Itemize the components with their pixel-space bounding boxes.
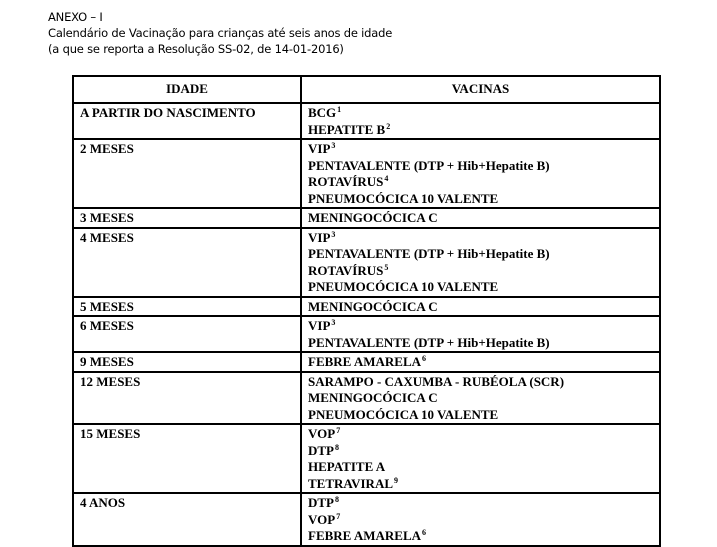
vaccine-entry xyxy=(308,210,653,227)
vaccines-cell xyxy=(301,372,660,425)
vaccine-name: TETRAVIRAL xyxy=(308,475,394,491)
vaccine-name: PNEUMOCÓCICA 10 VALENTE xyxy=(308,279,499,294)
vaccine-entry xyxy=(308,459,653,476)
vaccine-entry xyxy=(308,426,653,443)
vaccine-entry xyxy=(308,230,653,247)
table-row xyxy=(73,228,660,297)
vaccines-cell xyxy=(301,493,660,546)
vaccine-entry xyxy=(308,354,653,371)
vaccine-name: VIP xyxy=(308,318,331,333)
footnote-marker: 9 xyxy=(394,475,399,485)
vaccine-entry xyxy=(308,318,653,335)
footnote-marker: 8 xyxy=(335,495,339,504)
vaccine-name: HEPATITE A xyxy=(308,459,386,474)
column-header-vaccines: VACINAS xyxy=(301,76,660,103)
vaccine-entry xyxy=(308,122,653,139)
vaccines-cell xyxy=(301,424,660,493)
vaccines-cell xyxy=(301,297,660,317)
vaccine-name: MENINGOCÓCICA C xyxy=(308,298,438,314)
vaccines-cell xyxy=(301,316,660,352)
table-body xyxy=(73,103,660,546)
column-header-age: IDADE xyxy=(73,76,301,103)
vaccine-entry xyxy=(308,263,653,280)
footnote-marker: 8 xyxy=(335,442,339,452)
table-row xyxy=(73,103,660,139)
vaccination-calendar-table xyxy=(72,75,661,547)
vaccines-cell xyxy=(301,208,660,228)
table-row xyxy=(73,493,660,546)
vaccine-name: VIP xyxy=(308,229,331,245)
vaccine-entry xyxy=(308,476,653,493)
vaccine-entry xyxy=(308,105,653,122)
vaccine-entry xyxy=(308,528,653,545)
table-row xyxy=(73,424,660,493)
vaccine-entry xyxy=(308,443,653,460)
footnote-marker: 6 xyxy=(422,354,427,363)
vaccine-entry xyxy=(308,495,653,512)
vaccine-entry xyxy=(308,407,653,424)
vaccine-entry xyxy=(308,299,653,316)
document-header xyxy=(48,9,392,57)
table-row xyxy=(73,139,660,208)
footnote-marker: 1 xyxy=(337,105,342,114)
table-row xyxy=(73,316,660,352)
vaccine-name: VOP xyxy=(308,511,336,527)
age-cell: 9 MESES xyxy=(73,352,301,372)
vaccine-name: DTP xyxy=(308,495,334,510)
footnote-marker: 5 xyxy=(384,262,389,272)
table-row xyxy=(73,372,660,425)
vaccine-name: PENTAVALENTE (DTP + Hib+Hepatite B) xyxy=(308,157,550,173)
vaccines-cell xyxy=(301,139,660,208)
footnote-marker: 3 xyxy=(331,141,336,150)
vaccine-entry xyxy=(308,174,653,191)
vaccines-cell xyxy=(301,352,660,372)
age-cell: 12 MESES xyxy=(73,372,301,425)
age-cell: 4 MESES xyxy=(73,228,301,297)
footnote-marker: 3 xyxy=(331,229,336,239)
age-cell: 15 MESES xyxy=(73,424,301,493)
footnote-marker: 7 xyxy=(336,511,341,521)
vaccine-name: VOP xyxy=(308,426,336,441)
footnote-marker: 4 xyxy=(384,174,389,183)
footnote-marker: 2 xyxy=(386,121,391,131)
age-cell: 6 MESES xyxy=(73,316,301,352)
vaccine-name: MENINGOCÓCICA C xyxy=(308,210,438,225)
vaccine-entry xyxy=(308,390,653,407)
age-cell: 5 MESES xyxy=(73,297,301,317)
vaccine-name: VIP xyxy=(308,141,331,156)
table-row xyxy=(73,208,660,228)
vaccine-entry xyxy=(308,279,653,296)
table-row xyxy=(73,297,660,317)
vaccine-name: PNEUMOCÓCICA 10 VALENTE xyxy=(308,406,499,422)
vaccine-name: DTP xyxy=(308,442,334,458)
age-cell: 4 ANOS xyxy=(73,493,301,546)
vaccine-name: FEBRE AMARELA xyxy=(308,354,422,369)
annex-label: ANEXO – I xyxy=(48,10,103,24)
vaccines-cell xyxy=(301,103,660,139)
vaccine-name: FEBRE AMARELA xyxy=(308,528,422,543)
vaccine-name: BCG xyxy=(308,105,337,120)
vaccine-entry xyxy=(308,335,653,352)
vaccine-entry xyxy=(308,191,653,208)
table-header-row xyxy=(73,76,660,103)
vaccine-entry xyxy=(308,158,653,175)
age-cell: A PARTIR DO NASCIMENTO xyxy=(73,103,301,139)
vaccine-name: PNEUMOCÓCICA 10 VALENTE xyxy=(308,190,499,206)
vaccine-entry xyxy=(308,374,653,391)
vaccine-name: MENINGOCÓCICA C xyxy=(308,390,438,405)
vaccine-name: ROTAVÍRUS xyxy=(308,262,384,278)
vaccine-name: SARAMPO - CAXUMBA - RUBÉOLA (SCR) xyxy=(308,373,565,389)
footnote-marker: 7 xyxy=(336,426,341,435)
footnote-marker: 3 xyxy=(331,318,336,327)
age-cell: 2 MESES xyxy=(73,139,301,208)
vaccine-entry xyxy=(308,512,653,529)
vaccine-name: PENTAVALENTE (DTP + Hib+Hepatite B) xyxy=(308,246,550,261)
vaccine-name: PENTAVALENTE (DTP + Hib+Hepatite B) xyxy=(308,334,550,350)
document-reference: (a que se reporta a Resolução SS-02, de 14-01-2016) xyxy=(48,42,344,56)
age-cell: 3 MESES xyxy=(73,208,301,228)
vaccines-cell xyxy=(301,228,660,297)
vaccine-entry xyxy=(308,246,653,263)
footnote-marker: 6 xyxy=(422,528,427,537)
vaccine-name: ROTAVÍRUS xyxy=(308,174,384,189)
vaccine-entry xyxy=(308,141,653,158)
document-title: Calendário de Vacinação para crianças até seis anos de idade xyxy=(48,26,393,40)
table-row xyxy=(73,352,660,372)
vaccine-name: HEPATITE B xyxy=(308,121,386,137)
